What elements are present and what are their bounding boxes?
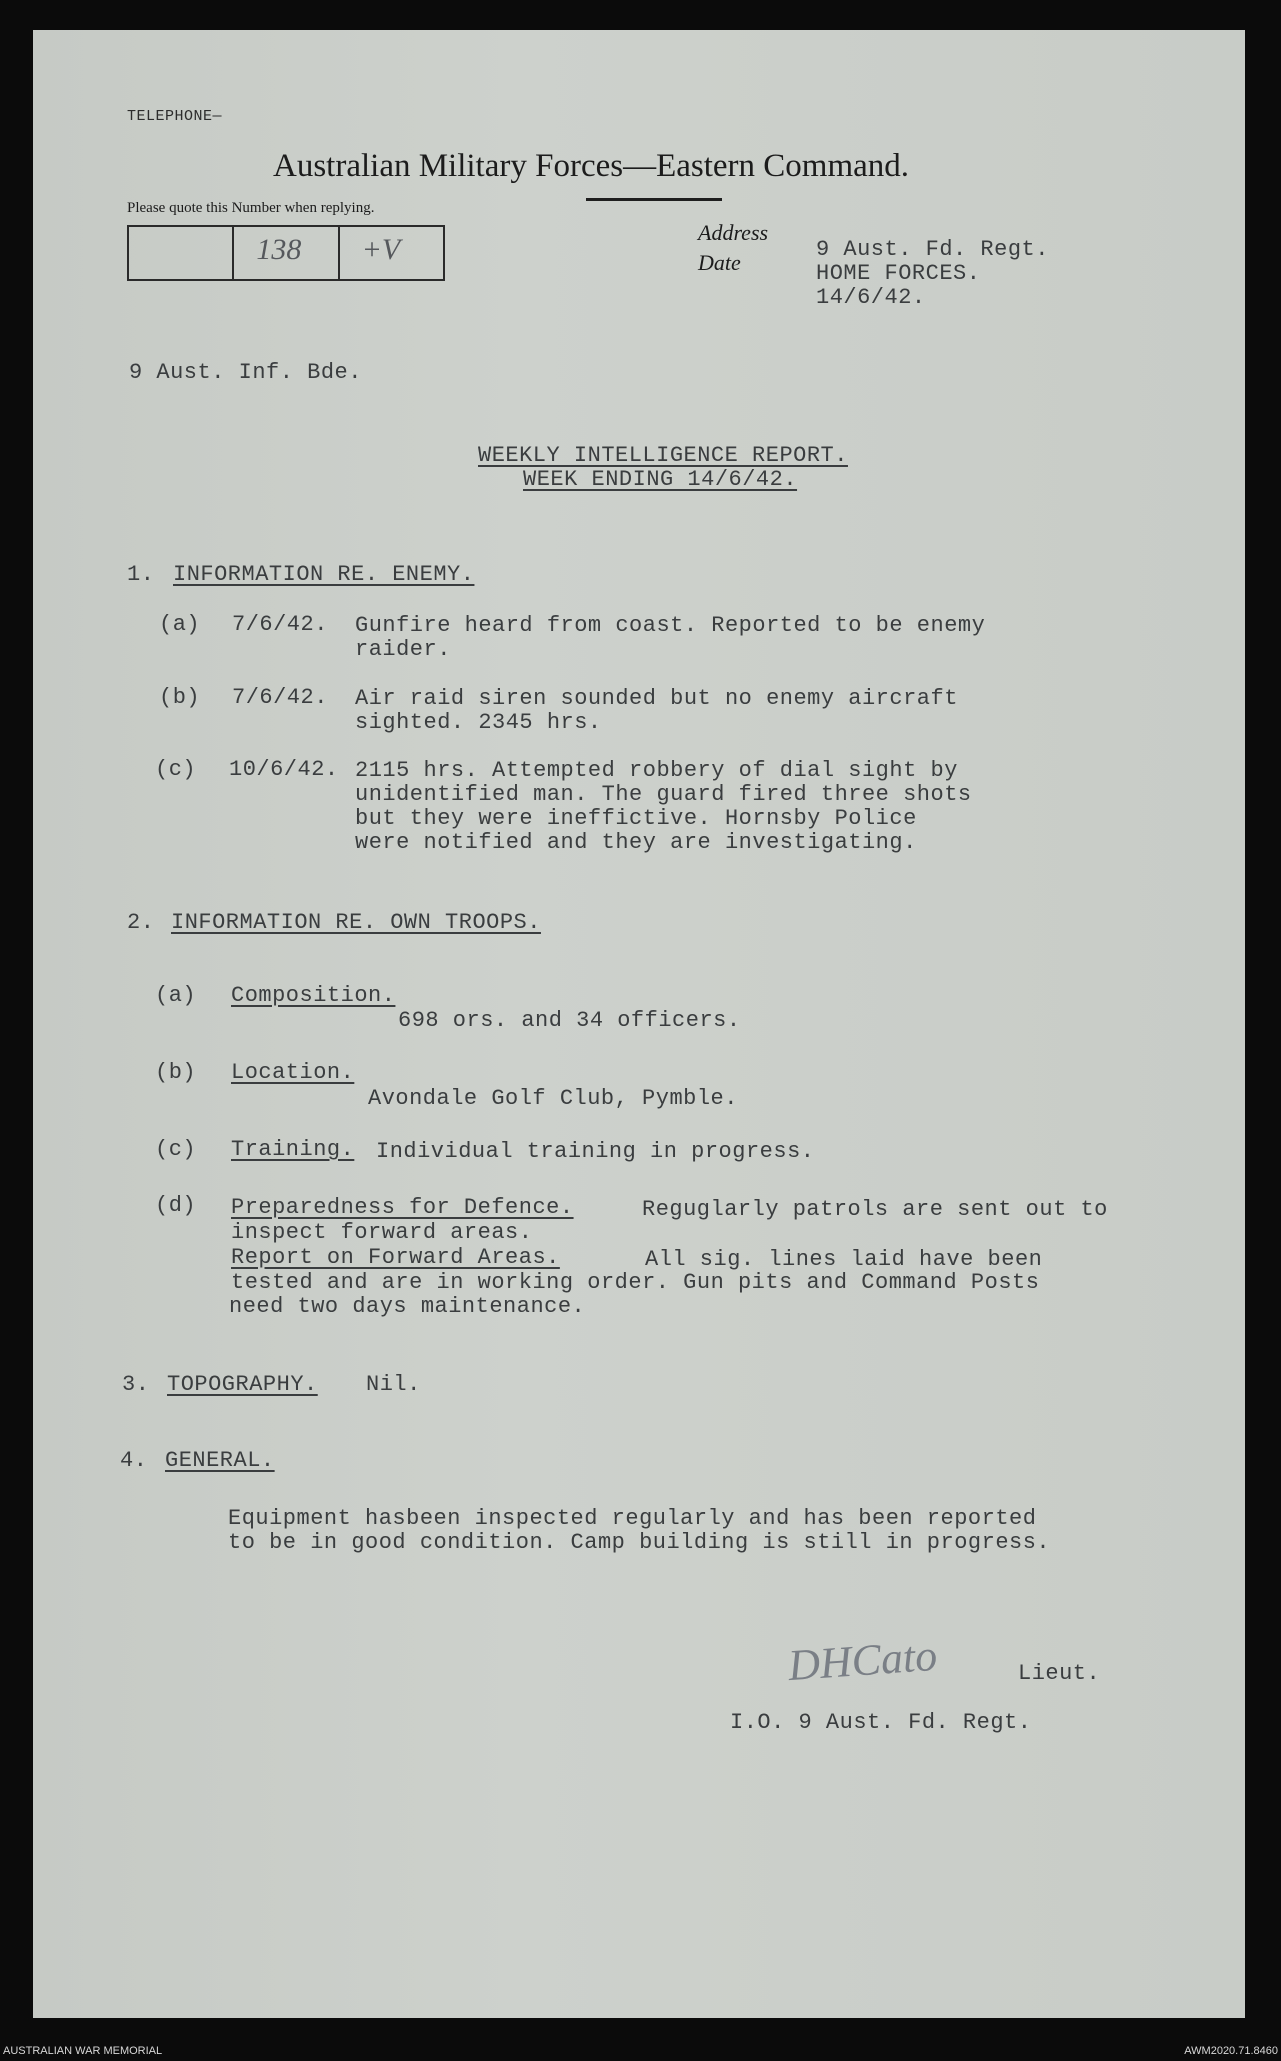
item-2d-text-2: inspect forward areas. (231, 1220, 533, 1245)
item-2d-subheading-forward: Report on Forward Areas. (231, 1245, 560, 1270)
item-2b-subheading: Location. (231, 1060, 355, 1085)
item-2a-label: (a) (155, 983, 197, 1008)
item-1c-text-1: 2115 hrs. Attempted robbery of dial sight by (355, 758, 958, 783)
item-1b-text-2: sighted. 2345 hrs. (355, 710, 602, 735)
item-1c-date: 10/6/42. (229, 757, 339, 782)
section-4-text-2: to be in good condition. Camp building is still in progress. (228, 1530, 1051, 1555)
item-2d-label: (d) (155, 1193, 197, 1218)
address-label: Address (698, 220, 769, 245)
signature-title: I.O. 9 Aust. Fd. Regt. (730, 1710, 1032, 1735)
item-1c-text-3: but they were ineffictive. Hornsby Police (355, 806, 917, 831)
sender-date: 14/6/42. (816, 285, 926, 310)
item-1b-label: (b) (159, 685, 201, 710)
signature-rank: Lieut. (1018, 1661, 1101, 1686)
item-1b-date: 7/6/42. (232, 685, 328, 710)
item-1b-text-1: Air raid siren sounded but no enemy aircraft (355, 686, 958, 711)
item-2c-text: Individual training in progress. (376, 1139, 815, 1164)
sender-unit: 9 Aust. Fd. Regt. (816, 237, 1049, 262)
section-4-text-1: Equipment hasbeen inspected regularly and has been reported (228, 1506, 1037, 1531)
item-1a-text-1: Gunfire heard from coast. Reported to be enemy (355, 613, 986, 638)
ref-cell-2: 138 (234, 227, 339, 279)
item-2b-label: (b) (155, 1060, 197, 1085)
document-page (33, 30, 1245, 2018)
item-1c-label: (c) (155, 757, 197, 782)
item-2d-text-3: All sig. lines laid have been (645, 1247, 1043, 1272)
item-2c-subheading: Training. (231, 1137, 355, 1162)
item-2b-text: Avondale Golf Club, Pymble. (368, 1086, 738, 1111)
footer-institution: AUSTRALIAN WAR MEMORIAL (3, 2045, 163, 2057)
report-title-line1: WEEKLY INTELLIGENCE REPORT. (478, 443, 848, 468)
section-2-heading: INFORMATION RE. OWN TROOPS. (171, 910, 541, 935)
letterhead-rule (586, 198, 722, 201)
section-3-text: Nil. (366, 1372, 421, 1397)
ref-cell-3: +V (361, 233, 401, 266)
recipient: 9 Aust. Inf. Bde. (129, 360, 362, 385)
section-4-heading: GENERAL. (165, 1448, 275, 1473)
date-label: Date (698, 250, 741, 275)
item-2c-label: (c) (155, 1137, 197, 1162)
item-1a-label: (a) (159, 612, 201, 637)
item-2a-text: 698 ors. and 34 officers. (398, 1008, 741, 1033)
section-2-number: 2. (127, 910, 155, 935)
quote-note: Please quote this Number when replying. (127, 200, 375, 216)
signature: DHCato (786, 1630, 939, 1691)
letterhead-title: Australian Military Forces—Eastern Command. (273, 148, 910, 184)
section-1-heading: INFORMATION RE. ENEMY. (173, 562, 475, 587)
reference-number-box (127, 225, 445, 281)
sender-forces: HOME FORCES. (816, 261, 981, 286)
footer-accession-number: AWM2020.71.8460 (1184, 2045, 1278, 2057)
item-1c-text-4: were notified and they are investigating. (355, 830, 917, 855)
section-3-heading: TOPOGRAPHY. (167, 1372, 318, 1397)
ref-cell-1 (129, 227, 234, 279)
item-2d-text-1: Reguglarly patrols are sent out to (642, 1197, 1108, 1222)
telephone-label: TELEPHONE— (127, 108, 223, 125)
section-4-number: 4. (120, 1448, 148, 1473)
item-2d-text-4: tested and are in working order. Gun pits and Command Posts (231, 1270, 1040, 1295)
item-2d-text-5: need two days maintenance. (229, 1294, 586, 1319)
item-2d-subheading-defence: Preparedness for Defence. (231, 1195, 574, 1220)
section-1-number: 1. (127, 562, 155, 587)
item-1c-text-2: unidentified man. The guard fired three shots (355, 782, 972, 807)
item-1a-text-2: raider. (355, 637, 451, 662)
item-2a-subheading: Composition. (231, 983, 396, 1008)
report-title-line2: WEEK ENDING 14/6/42. (523, 467, 798, 492)
section-3-number: 3. (122, 1372, 150, 1397)
item-1a-date: 7/6/42. (232, 612, 328, 637)
